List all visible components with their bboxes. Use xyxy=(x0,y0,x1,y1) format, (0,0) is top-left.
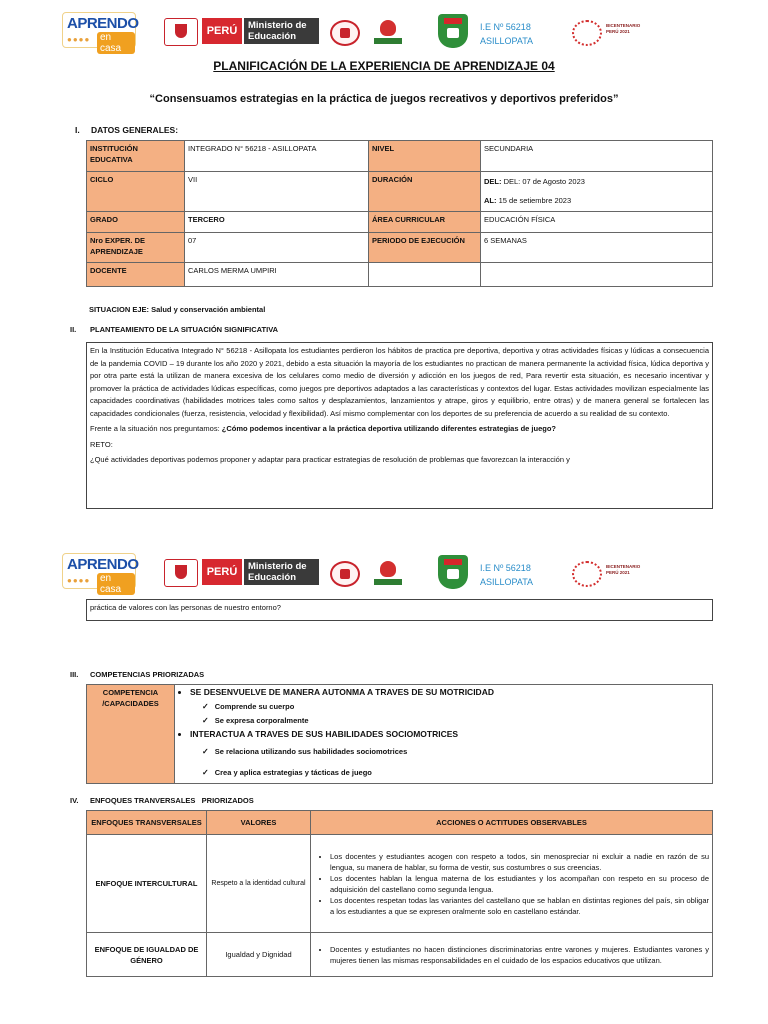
situacion-paragraph: En la Institución Educativa Integrado N° 56218 - Asillopata los estudiantes perdieron los hábitos de practica pre deportiva, deportiva y otras actividades físicas y lúdicas a consecuencia de la pandemia COVID – 19 durante los año 2020 y 2021, debido a esta situación la mayoría de los estudiantes no practican de manera permanente la actividad física, lúdica deportiva y por otra parte está la utilizan de manera excesiva de los celulares como medio de diversión y adicción en los juegos de red, Para revertir esta situación, es necesario incentivar y promover la práctica de actividades lúdicas específicas, como juegos pre deportivos adaptados a las características y contextos del lugar. Estas actividades movilizan especialmente las capacidades coordinativas (habilidades motrices tales como saltos y desplazamientos, lanzamientos y atrape, giros y equilibrio, entre otras) y de manera general se fortalecen las capacidades condicionales (fuerza, resistencia, velocidad y flexibilidad). Así mismo complementar con los deportes de su preferencia de acuerdo a su realidad de su contexto. xyxy=(90,346,709,418)
question-prefix: Frente a la situación nos preguntamos: xyxy=(90,424,222,433)
question-text: ¿Cómo podemos incentivar a la práctica deportiva utilizando diferentes estrategias de juego? xyxy=(221,424,556,433)
situacion-eje: SITUACION EJE: Salud y conservación ambiental xyxy=(89,305,266,314)
list-item xyxy=(190,687,709,726)
acciones-cell xyxy=(311,933,713,977)
duracion-al-value: 15 de setiembre 2023 xyxy=(498,196,572,205)
section-2-heading: II. PLANTEAMIENTO DE LA SITUACIÓN SIGNIFICATIVA xyxy=(70,325,279,334)
value-grado: TERCERO xyxy=(185,212,369,233)
school-number: I.E Nº 56218 xyxy=(480,563,531,573)
label-ciclo: CICLO xyxy=(87,172,185,212)
reto-continuation-box xyxy=(86,599,713,621)
label-nivel: NIVEL xyxy=(369,141,481,172)
school-shield-icon xyxy=(438,14,468,48)
label-periodo: PERIODO DE EJECUCIÓN xyxy=(369,233,481,263)
situacion-significativa-box xyxy=(86,342,713,509)
bicentenario-text: BICENTENARIO PERÚ 2021 xyxy=(606,564,641,575)
bicentenario-logo-icon xyxy=(572,20,602,46)
section-1-heading: I. DATOS GENERALES: xyxy=(75,125,179,135)
section-4-heading: IV. ENFOQUES TRANVERSALES PRIORIZADOS xyxy=(70,796,254,805)
enfoque-igualdad-genero: ENFOQUE DE IGUALDAD DE GÉNERO xyxy=(87,933,207,977)
list-item: • Los docentes y estudiantes acogen con respeto a todos, sin menospreciar ni excluir a nadie en razón de su lengua, su manera de hablar, su forma de vestir, sus costumbres o sus creencias. xyxy=(330,851,709,873)
valor-intercultural: Respeto a la identidad cultural xyxy=(207,835,311,933)
aprendo-logo-text: APRENDO xyxy=(67,556,139,573)
empty-cell xyxy=(481,263,713,287)
school-name xyxy=(480,20,533,48)
competencias-cell xyxy=(175,685,713,784)
logo-dots-icon: ●●●● xyxy=(67,576,91,585)
ministerio-label: Ministerio de Educación xyxy=(244,559,319,585)
school-shield-icon xyxy=(438,555,468,589)
competencias-table xyxy=(86,684,713,784)
value-experiencia: 07 xyxy=(185,233,369,263)
capacidad-item: ✓ Se relaciona utilizando sus habilidades sociomotrices xyxy=(202,746,709,757)
value-periodo: 6 SEMANAS xyxy=(481,233,713,263)
duracion-del-label: DEL: xyxy=(484,177,502,186)
page-header xyxy=(0,10,768,54)
list-item: • Docentes y estudiantes no hacen distinciones discriminatorias entre varones y mujeres. Estudiantes varones y mujeres tienen las mismas responsabilidades en el cuidado de los espacios educativos que utilizan. xyxy=(330,944,709,966)
reto-text-part1: ¿Qué actividades deportivas podemos proponer y adaptar para practicar estrategias de resolución de problemas que favorezcan la interacción y xyxy=(90,455,570,464)
school-name xyxy=(480,561,533,589)
aprendo-en-casa-logo xyxy=(62,12,139,54)
table-row xyxy=(87,233,713,263)
capacidad-item: ✓ Crea y aplica estrategias y tácticas de juego xyxy=(202,767,709,778)
logo-dots-icon: ●●●● xyxy=(67,35,91,44)
ministerio-label: Ministerio de Educación xyxy=(244,18,319,44)
table-row xyxy=(87,263,713,287)
col-valores: VALORES xyxy=(207,811,311,835)
table-header-row xyxy=(87,811,713,835)
enfoque-intercultural: ENFOQUE INTERCULTURAL xyxy=(87,835,207,933)
minedu-logo xyxy=(164,559,319,585)
enfoques-table xyxy=(86,810,713,977)
label-institucion: INSTITUCIÓN EDUCATIVA xyxy=(87,141,185,172)
table-row xyxy=(87,933,713,977)
bicentenario-logo-icon xyxy=(572,561,602,587)
duracion-del-value: DEL: 07 de Agosto 2023 xyxy=(503,177,585,186)
label-duracion: DURACIÓN xyxy=(369,172,481,212)
value-institucion: INTEGRADO N° 56218 - ASILLOPATA xyxy=(185,141,369,172)
aprendo-logo-subtext: en casa xyxy=(97,573,135,595)
acciones-cell xyxy=(311,835,713,933)
label-experiencia: Nro EXPER. DE APRENDIZAJE xyxy=(87,233,185,263)
col-acciones: ACCIONES O ACTITUDES OBSERVABLES xyxy=(311,811,713,835)
label-docente: DOCENTE xyxy=(87,263,185,287)
minedu-logo xyxy=(164,18,319,44)
list-item: • Los docentes respetan todas las variantes del castellano que se hablan en distintas regiones del país, sin obligar a los estudiantes a que se expresen oralmente solo en castellano estándar. xyxy=(330,895,709,917)
capacidad-item: ✓ Comprende su cuerpo xyxy=(202,701,709,712)
aprendo-logo-subtext: en casa xyxy=(97,32,135,54)
reto-label: RETO: xyxy=(90,439,113,449)
table-row xyxy=(87,685,713,784)
peru-label: PERÚ xyxy=(202,559,242,585)
label-area: ÁREA CURRICULAR xyxy=(369,212,481,233)
duracion-al-label: AL: xyxy=(484,196,497,205)
ugel-seal-icon xyxy=(372,18,404,48)
value-nivel: SECUNDARIA xyxy=(481,141,713,172)
value-docente: CARLOS MERMA UMPIRI xyxy=(185,263,369,287)
school-place: ASILLOPATA xyxy=(480,36,534,46)
competencia-label: COMPETENCIA /CAPACIDADES xyxy=(87,685,175,784)
regional-seal-icon xyxy=(330,20,360,46)
table-row xyxy=(87,172,713,212)
section-3-heading: III. COMPETENCIAS PRIORIZADAS xyxy=(70,670,205,679)
competencia-2-name: INTERACTUA A TRAVES DE SUS HABILIDADES SOCIOMOTRICES xyxy=(190,729,459,739)
page-subtitle: “Consensuamos estrategias en la práctica de juegos recreativos y deportivos preferidos” xyxy=(149,93,619,105)
valor-igualdad: Igualdad y Dignidad xyxy=(207,933,311,977)
regional-seal-icon xyxy=(330,561,360,587)
datos-generales-table xyxy=(86,140,713,287)
value-duracion xyxy=(481,172,713,212)
value-ciclo: VII xyxy=(185,172,369,212)
competencia-1-name: SE DESENVUELVE DE MANERA AUTONMA A TRAVES DE SU MOTRICIDAD xyxy=(190,687,494,697)
capacidad-item: ✓ Se expresa corporalmente xyxy=(202,715,709,726)
peru-label: PERÚ xyxy=(202,18,242,44)
school-number: I.E Nº 56218 xyxy=(480,22,531,32)
peru-shield-icon xyxy=(164,559,198,587)
table-row xyxy=(87,141,713,172)
ugel-seal-icon xyxy=(372,559,404,589)
competencias-list xyxy=(178,687,709,778)
table-row xyxy=(87,212,713,233)
bicentenario-text: BICENTENARIO PERÚ 2021 xyxy=(606,23,641,34)
label-grado: GRADO xyxy=(87,212,185,233)
empty-cell xyxy=(369,263,481,287)
list-item xyxy=(190,729,709,778)
value-area: EDUCACIÓN FÍSICA xyxy=(481,212,713,233)
list-item: • Los docentes hablan la lengua materna de los estudiantes y los acompañan con respeto en su proceso de adquisición del castellano como segunda lengua. xyxy=(330,873,709,895)
peru-shield-icon xyxy=(164,18,198,46)
page-header-2 xyxy=(0,551,768,595)
school-place: ASILLOPATA xyxy=(480,577,534,587)
aprendo-logo-text: APRENDO xyxy=(67,15,139,32)
page-title: PLANIFICACIÓN DE LA EXPERIENCIA DE APRENDIZAJE 04 xyxy=(213,59,555,73)
table-row xyxy=(87,835,713,933)
col-enfoques: ENFOQUES TRANSVERSALES xyxy=(87,811,207,835)
aprendo-en-casa-logo xyxy=(62,553,139,595)
reto-text-part2: práctica de valores con las personas de nuestro entorno? xyxy=(90,603,281,612)
